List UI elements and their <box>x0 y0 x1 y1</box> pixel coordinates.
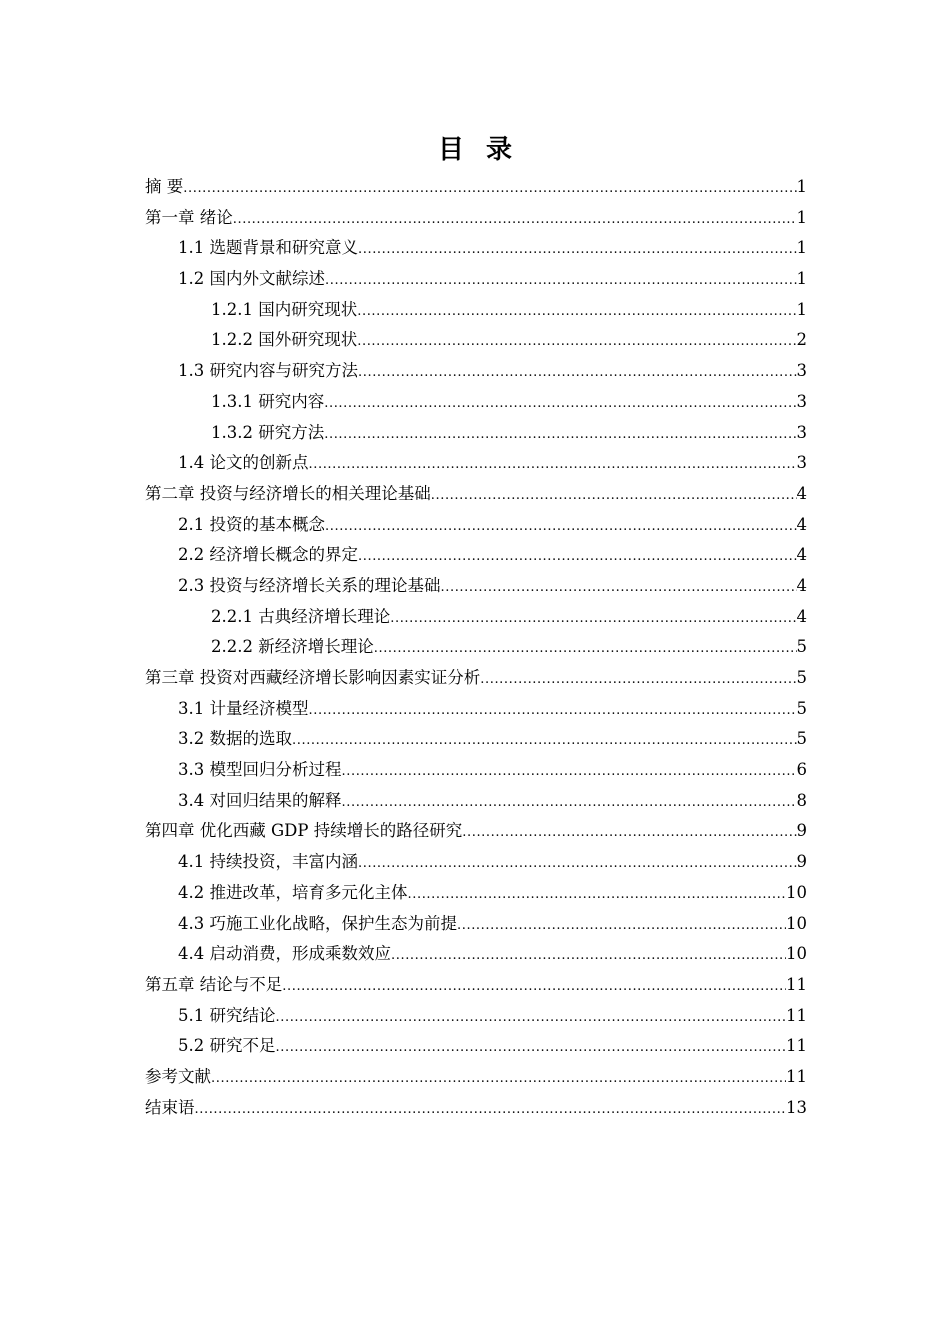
toc-entry-page-number: 11 <box>786 1005 807 1025</box>
toc-entry[interactable] <box>145 1001 807 1032</box>
toc-leader-dots <box>324 389 796 420</box>
toc-entry-text: 1.2.1 国内研究现状 <box>211 299 358 319</box>
toc-entry-page-number: 3 <box>796 391 807 411</box>
toc-entry-page-number: 9 <box>796 852 807 872</box>
toc-entry-page-number: 10 <box>786 944 807 964</box>
toc-entry-page-number: 6 <box>796 760 807 780</box>
toc-leader-dots <box>183 174 796 205</box>
toc-leader-dots <box>408 880 787 911</box>
toc-entry[interactable] <box>145 724 807 755</box>
toc-entry-page-number: 10 <box>786 882 807 902</box>
toc-entry[interactable] <box>145 939 807 970</box>
toc-entry-page-number: 5 <box>796 668 807 687</box>
toc-entry-page-number: 11 <box>786 1066 807 1086</box>
toc-entry[interactable] <box>145 448 807 479</box>
toc-entry[interactable] <box>145 909 807 940</box>
toc-entry[interactable] <box>145 878 807 909</box>
toc-entry[interactable] <box>145 632 807 663</box>
toc-leader-dots <box>374 634 797 665</box>
toc-entry-page-number: 8 <box>796 790 807 810</box>
toc-entry[interactable] <box>145 1093 807 1124</box>
toc-entry-page-number: 4 <box>796 483 807 503</box>
toc-entry[interactable] <box>145 571 807 602</box>
toc-entry-text: 1.1 选题背景和研究意义 <box>178 238 358 258</box>
toc-entry-page-number: 4 <box>796 514 807 534</box>
toc-leader-dots <box>195 1095 787 1126</box>
toc-leader-dots <box>390 604 796 635</box>
toc-entry[interactable] <box>145 786 807 817</box>
toc-entry[interactable] <box>145 479 807 510</box>
toc-entry[interactable] <box>145 356 807 387</box>
toc-entry-text: 1.3 研究内容与研究方法 <box>178 361 358 381</box>
toc-entry-text: 第五章 结论与不足 <box>145 974 283 994</box>
toc-leader-dots <box>233 205 797 236</box>
toc-entry[interactable] <box>145 1062 807 1093</box>
toc-entry-page-number: 11 <box>786 974 807 994</box>
toc-leader-dots <box>211 1064 786 1095</box>
toc-entry-page-number: 2 <box>796 330 807 350</box>
toc-entry-text: 第二章 投资与经济增长的相关理论基础 <box>145 483 431 503</box>
toc-entry-page-number: 9 <box>796 821 807 841</box>
toc-entry-text: 摘 要 <box>145 177 184 196</box>
toc-entry-text: 4.3 巧施工业化战略，保护生态为前提 <box>178 913 457 933</box>
toc-leader-dots <box>431 481 797 512</box>
toc-entry-text: 1.4 论文的创新点 <box>178 453 309 473</box>
toc-entry[interactable] <box>145 602 807 633</box>
toc-entry[interactable] <box>145 663 807 694</box>
toc-entry[interactable] <box>145 694 807 725</box>
toc-entry[interactable] <box>145 295 807 326</box>
toc-entry-page-number: 3 <box>796 453 807 473</box>
toc-entry-page-number: 1 <box>796 177 807 196</box>
toc-entry-text: 5.1 研究结论 <box>178 1005 276 1025</box>
toc-entry-page-number: 3 <box>796 361 807 381</box>
toc-entry-text: 2.2.1 古典经济增长理论 <box>211 606 391 626</box>
toc-entry-page-number: 11 <box>786 1036 807 1056</box>
toc-leader-dots <box>276 1003 787 1034</box>
table-of-contents <box>145 172 807 1123</box>
toc-entry[interactable] <box>145 1031 807 1062</box>
toc-leader-dots <box>342 788 797 819</box>
toc-leader-dots <box>324 420 796 451</box>
toc-entry-text: 第四章 优化西藏 GDP 持续增长的路径研究 <box>145 821 463 841</box>
toc-leader-dots <box>357 327 796 358</box>
toc-entry-page-number: 13 <box>786 1097 807 1117</box>
toc-title: 目录 <box>437 135 534 165</box>
toc-entry[interactable] <box>145 233 807 264</box>
toc-leader-dots <box>325 266 797 297</box>
toc-entry-text: 3.2 数据的选取 <box>178 729 292 749</box>
toc-entry[interactable] <box>145 264 807 295</box>
toc-entry[interactable] <box>145 203 807 234</box>
toc-entry-text: 2.2 经济增长概念的界定 <box>178 545 358 565</box>
toc-leader-dots <box>358 849 797 880</box>
toc-leader-dots <box>358 358 797 389</box>
toc-entry-text: 2.1 投资的基本概念 <box>178 514 325 534</box>
toc-entry-page-number: 1 <box>796 299 807 319</box>
toc-entry-text: 2.3 投资与经济增长关系的理论基础 <box>178 575 441 595</box>
toc-entry-text: 参考文献 <box>145 1066 211 1086</box>
toc-leader-dots <box>325 512 797 543</box>
toc-leader-dots <box>391 941 786 972</box>
toc-entry[interactable] <box>145 540 807 571</box>
toc-entry-page-number: 5 <box>796 729 807 749</box>
toc-entry-text: 4.2 推进改革，培育多元化主体 <box>178 882 408 902</box>
toc-entry-page-number: 5 <box>796 637 807 657</box>
toc-entry-page-number: 4 <box>796 545 807 565</box>
toc-entry-text: 5.2 研究不足 <box>178 1036 276 1056</box>
toc-leader-dots <box>282 972 786 1003</box>
toc-entry-text: 2.2.2 新经济增长理论 <box>211 637 374 657</box>
toc-leader-dots <box>309 696 797 727</box>
toc-entry-page-number: 4 <box>796 575 807 595</box>
toc-entry-text: 1.2.2 国外研究现状 <box>211 330 358 350</box>
toc-entry-text: 4.4 启动消费，形成乘数效应 <box>178 944 391 964</box>
toc-leader-dots <box>358 542 797 573</box>
toc-entry-text: 3.3 模型回归分析过程 <box>178 760 342 780</box>
toc-entry-page-number: 10 <box>786 913 807 933</box>
toc-entry-text: 1.3.1 研究内容 <box>211 391 325 411</box>
toc-leader-dots <box>462 818 796 849</box>
toc-entry[interactable] <box>145 847 807 878</box>
toc-leader-dots <box>480 665 796 696</box>
toc-entry[interactable] <box>145 172 807 203</box>
toc-entry-page-number: 1 <box>796 269 807 289</box>
toc-entry-text: 第一章 绪论 <box>145 207 233 227</box>
toc-entry-page-number: 3 <box>796 422 807 442</box>
toc-leader-dots <box>441 573 797 604</box>
toc-entry-page-number: 5 <box>796 698 807 718</box>
toc-entry-text: 3.4 对回归结果的解释 <box>178 790 342 810</box>
toc-entry-text: 第三章 投资对西藏经济增长影响因素实证分析 <box>145 668 481 687</box>
toc-leader-dots <box>357 297 796 328</box>
toc-entry-text: 3.1 计量经济模型 <box>178 698 309 718</box>
toc-entry[interactable] <box>145 970 807 1001</box>
toc-entry[interactable] <box>145 510 807 541</box>
toc-entry-text: 4.1 持续投资，丰富内涵 <box>178 852 358 872</box>
toc-entry-text: 结束语 <box>145 1097 195 1117</box>
toc-entry[interactable] <box>145 816 807 847</box>
toc-entry-page-number: 1 <box>796 207 807 227</box>
toc-entry-text: 1.2 国内外文献综述 <box>178 269 325 289</box>
toc-entry-page-number: 4 <box>796 606 807 626</box>
toc-leader-dots <box>276 1033 787 1064</box>
toc-leader-dots <box>309 450 797 481</box>
toc-entry-page-number: 1 <box>796 238 807 258</box>
toc-leader-dots <box>457 911 786 942</box>
toc-leader-dots <box>358 235 797 266</box>
toc-entry-text: 1.3.2 研究方法 <box>211 422 325 442</box>
toc-leader-dots <box>342 757 797 788</box>
toc-entry[interactable] <box>145 325 807 356</box>
toc-entry[interactable] <box>145 418 807 449</box>
toc-entry[interactable] <box>145 387 807 418</box>
toc-leader-dots <box>292 726 797 757</box>
toc-entry[interactable] <box>145 755 807 786</box>
